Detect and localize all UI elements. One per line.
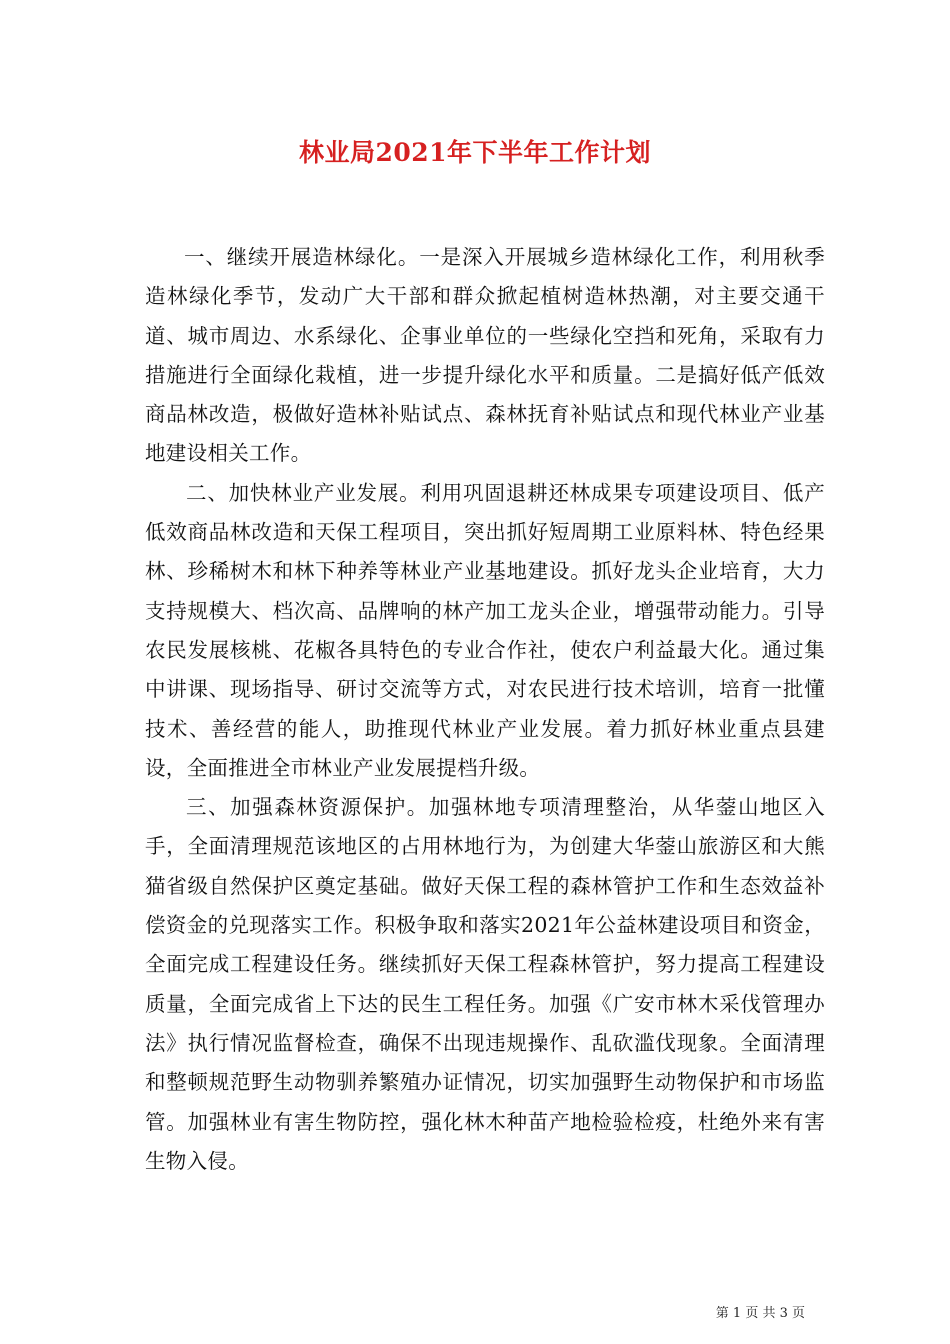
paragraph-industry-development: 二、加快林业产业发展。利用巩固退耕还林成果专项建设项目、低产低效商品林改造和天保工程项目，突出抓好短周期工业原料林、特色经果林、珍稀树木和林下种养等林业产业基地建设。抓好龙头企业培育，大力支持规模大、档次高、品牌响的林产加工龙头企业，增强带动能力。引导农民发展核桃、花椒各具特色的专业合作社，使农户利益最大化。通过集中讲课、现场指导、研讨交流等方式，对农民进行技术培训，培育一批懂技术、善经营的能人，助推现代林业产业发展。着力抓好林业重点县建设，全面推进全市林业产业发展提档升级。 bbox=[145, 480, 825, 780]
document-body bbox=[145, 238, 825, 1181]
page-number: 第 1 页 共 3 页 bbox=[715, 1306, 805, 1321]
paragraph-forest-protection: 三、加强森林资源保护。加强林地专项清理整治，从华蓥山地区入手，全面清理规范该地区的占用林地行为，为创建大华蓥山旅游区和大熊猫省级自然保护区奠定基础。做好天保工程的森林管护工作和生态效益补偿资金的兑现落实工作。积极争取和落实2021年公益林建设项目和资金，全面完成工程建设任务。继续抓好天保工程森林管护，努力提高工程建设质量，全面完成省上下达的民生工程任务。加强《广安市林木采伐管理办法》执行情况监督检查，确保不出现违规操作、乱砍滥伐现象。全面清理和整顿规范野生动物驯养繁殖办证情况，切实加强野生动物保护和市场监管。加强林业有害生物防控，强化林木种苗产地检验检疫，杜绝外来有害生物入侵。 bbox=[145, 795, 825, 1173]
paragraph-afforestation: 一、继续开展造林绿化。一是深入开展城乡造林绿化工作，利用秋季造林绿化季节，发动广大干部和群众掀起植树造林热潮，对主要交通干道、城市周边、水系绿化、企事业单位的一些绿化空挡和死角，采取有力措施进行全面绿化栽植，进一步提升绿化水平和质量。二是搞好低产低效商品林改造，极做好造林补贴试点、森林抚育补贴试点和现代林业产业基地建设相关工作。 bbox=[145, 245, 825, 466]
document-title: 林业局2021年下半年工作计划 bbox=[298, 138, 652, 167]
